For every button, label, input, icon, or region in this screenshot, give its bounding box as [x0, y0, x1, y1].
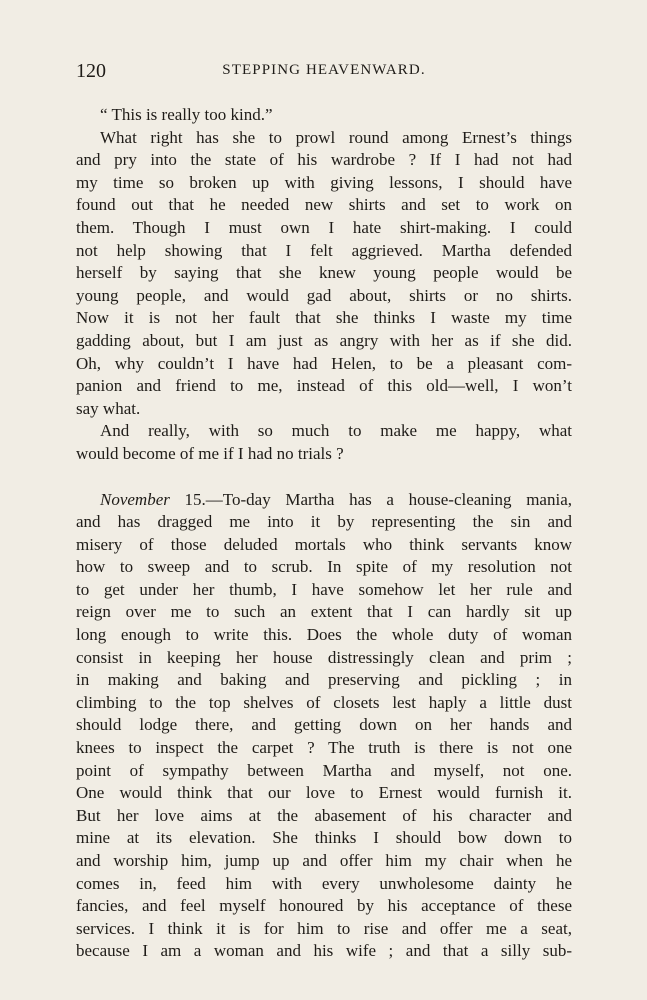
text-line: climbing to the top shelves of closets lest haply a little dust [76, 692, 572, 712]
text-line: herself by saying that she knew young people would be [76, 263, 572, 283]
text-line: Now it is not her fault that she thinks I waste my time [76, 308, 572, 328]
text-line: services. I think it is for him to rise and offer me a seat, [76, 918, 572, 938]
text-line: panion and friend to me, instead of this old—well, I won’t [76, 376, 572, 396]
text-line: how to sweep and to scrub. In spite of my resolution not [76, 557, 572, 577]
page-number: 120 [76, 60, 106, 82]
text-line: reign over me to such an extent that I can hardly sit up [76, 602, 572, 622]
entry-date-label: November [100, 489, 170, 509]
entry-first-line-text: 15.—To-day Martha has a house-cleaning mania, [169, 489, 572, 509]
entry-first-line [76, 489, 572, 512]
text-line: “ This is really too kind.” [100, 105, 273, 124]
text-line: consist in keeping her house distressingly clean and prim ; [76, 647, 572, 667]
text-line: to get under her thumb, I have somehow let her rule and [76, 579, 572, 599]
text-line: and has dragged me into it by representing the sin and [76, 512, 572, 532]
text-line: fancies, and feel myself honoured by his acceptance of these [76, 896, 572, 916]
text-line: point of sympathy between Martha and myself, not one. [76, 760, 572, 780]
page-body [76, 104, 572, 963]
text-line: comes in, feed him with every unwholesome dainty he [76, 873, 572, 893]
text-line: them. Though I must own I hate shirt-making. I could [76, 217, 572, 237]
text-line: not help showing that I felt aggrieved. Martha defended [76, 240, 572, 260]
text-line: in making and baking and preserving and pickling ; in [76, 670, 572, 690]
text-line: What right has she to prowl round among Ernest’s things [100, 127, 572, 147]
text-line: found out that he needed new shirts and set to work on [76, 195, 572, 215]
text-line: my time so broken up with giving lessons, I should have [76, 172, 572, 192]
page-header [76, 60, 572, 90]
text-line: Oh, why couldn’t I have had Helen, to be a pleasant com- [76, 353, 572, 373]
text-line: young people, and would gad about, shirts or no shirts. [76, 285, 572, 305]
text-line: would become of me if I had no trials ? [76, 443, 344, 463]
text-line: and pry into the state of his wardrobe ? If I had not had [76, 150, 572, 170]
text-line: say what. [76, 398, 141, 418]
text-line: because I am a woman and his wife ; and that a silly sub- [76, 941, 572, 961]
text-line: should lodge there, and getting down on her hands and [76, 715, 572, 735]
section-gap [76, 466, 572, 489]
text-line: And really, with so much to make me happy, what [100, 421, 572, 441]
text-line: misery of those deluded mortals who think servants know [76, 534, 572, 554]
text-line: gadding about, but I am just as angry with her as if she did. [76, 330, 572, 350]
text-line: knees to inspect the carpet ? The truth is there is not one [76, 738, 572, 758]
text-line: mine at its elevation. She thinks I should bow down to [76, 828, 572, 848]
text-line: But her love aims at the abasement of his character and [76, 805, 572, 825]
text-line: and worship him, jump up and offer him my chair when he [76, 851, 572, 870]
running-head: STEPPING HEAVENWARD. [222, 62, 426, 78]
text-line: One would think that our love to Ernest would furnish it. [76, 783, 572, 803]
text-line: long enough to write this. Does the whole duty of woman [76, 625, 572, 645]
